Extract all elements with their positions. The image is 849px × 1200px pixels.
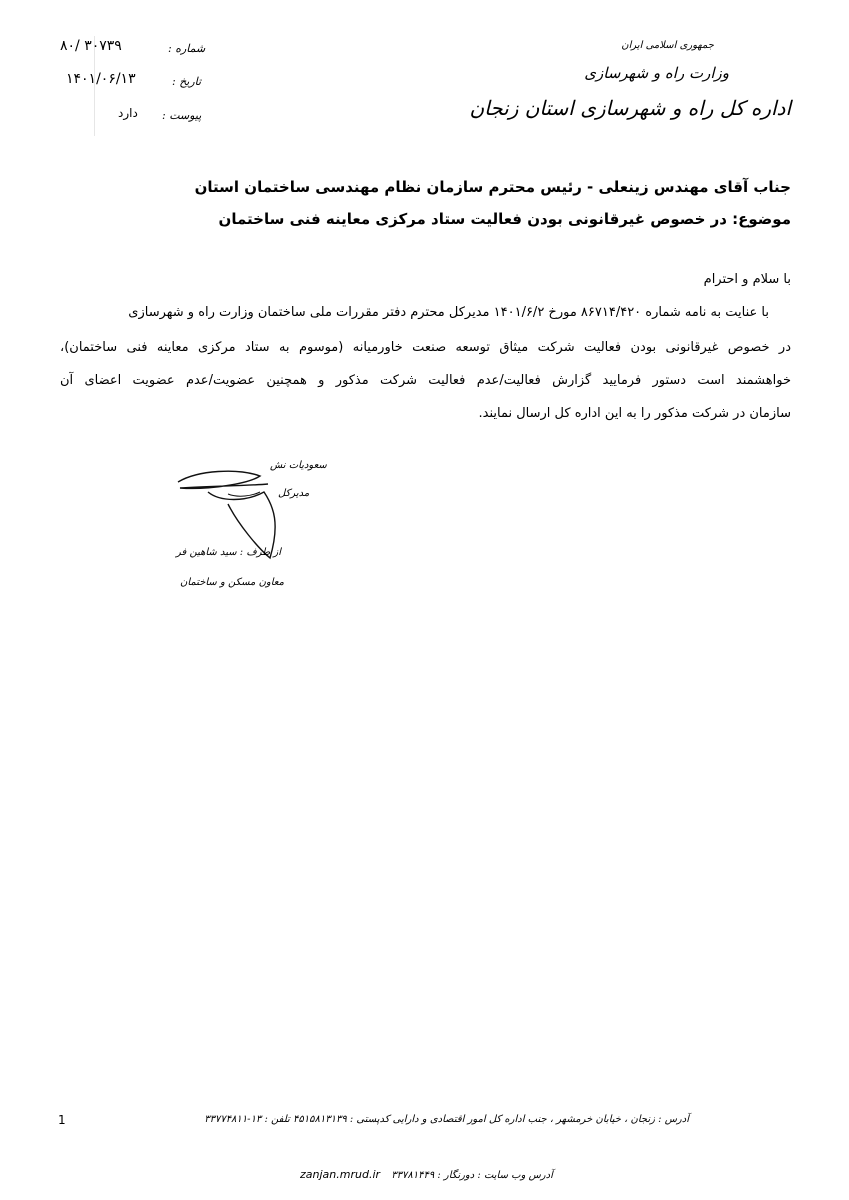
- body-line-3: خواهشمند است دستور فرمایید گزارش فعالیت/عدم فعالیت شرکت مذکور و همچنین عضویت/عدم عضویت اعضای آن: [60, 373, 791, 388]
- attachment-label: پیوست :: [162, 109, 202, 122]
- recipient-line: جناب آقای مهندس زینعلی - رئیس محترم سازمان نظام مهندسی ساختمان استان: [194, 178, 791, 196]
- signature-from: از طرف : سید شاهین فر: [176, 547, 281, 558]
- letterhead-office: اداره کل راه و شهرسازی استان زنجان: [469, 96, 791, 120]
- date-value: ۱۴۰۱/۰۶/۱۳: [66, 71, 136, 87]
- letterhead-ministry: وزارت راه و شهرسازی: [584, 64, 729, 82]
- footer-website: zanjan.mrud.ir: [300, 1168, 381, 1181]
- date-label: تاریخ :: [172, 75, 202, 88]
- greeting: با سلام و احترام: [703, 272, 791, 287]
- footer-website-label: آدرس وب سایت :: [477, 1170, 553, 1181]
- footer-address: آدرس : زنجان ، خیابان خرمشهر ، جنب اداره کل امور اقتصادی و دارایی کدپستی : ۴۵۱۵۸۱۳۱۳۹ تلفن : ۱۳-۳۳۷۷۴۸۱۱: [204, 1114, 689, 1125]
- letterhead-republic: جمهوری اسلامی ایران: [621, 40, 714, 51]
- body-line-2: در خصوص غیرقانونی بودن فعالیت شرکت میثاق توسعه صنعت خاورمیانه (موسوم به ستاد مرکزی معاینه فنی ساختمان)،: [60, 340, 791, 355]
- number-value: ۸۰/ ۳۰۷۳۹: [60, 38, 122, 54]
- body-line-1: با عنایت به نامه شماره ۸۶۷۱۴/۴۲۰ مورخ ۱۴۰۱/۶/۲ مدیرکل محترم دفتر مقررات ملی ساختمان وزارت راه و شهرسازی: [128, 305, 769, 320]
- signature-note-1: سعودیات نش: [270, 460, 327, 471]
- signature-role: معاون مسکن و ساختمان: [180, 577, 284, 588]
- footer-contact: [300, 1168, 553, 1181]
- subject-line: موضوع: در خصوص غیرقانونی بودن فعالیت ستاد مرکزی معاینه فنی ساختمان: [218, 210, 791, 228]
- footer-fax: دورنگار : ۳۳۷۸۱۴۴۹: [391, 1170, 475, 1181]
- attachment-value: دارد: [118, 106, 138, 120]
- number-label: شماره :: [168, 42, 206, 55]
- body-line-4: سازمان در شرکت مذکور را به این اداره کل ارسال نمایند.: [478, 406, 791, 421]
- signature-note-2: مدیرکل: [278, 488, 310, 499]
- page-number: 1: [58, 1113, 66, 1127]
